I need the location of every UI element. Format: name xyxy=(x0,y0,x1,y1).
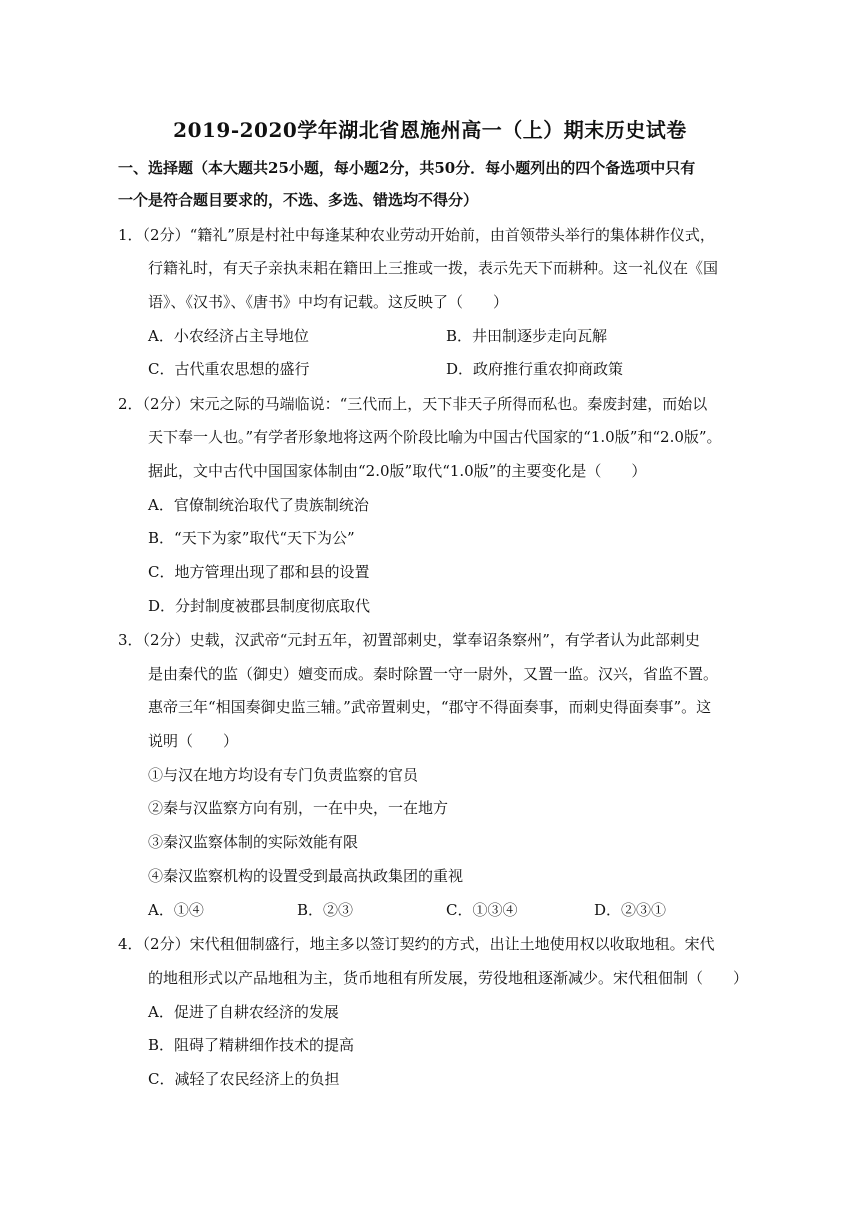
exam-title: 2019-2020学年湖北省恩施州高一（上）期末历史试卷 xyxy=(173,118,687,142)
section-heading-line-2: 一个是符合题目要求的，不选、多选、错选均不得分） xyxy=(118,191,479,209)
q1-option-b: B．井田制逐步走向瓦解 xyxy=(446,327,608,345)
q2-option-c: C．地方管理出现了郡和县的设置 xyxy=(148,563,370,581)
q2-stem-line-3: 据此，文中古代中国国家体制由“2.0版”取代“1.0版”的主要变化是（ ） xyxy=(148,462,647,480)
q3-stem-line-2: 是由秦代的监（御史）嬗变而成。秦时除置一守一尉外，又置一监。汉兴，省监不置。 xyxy=(148,665,719,683)
q4-option-a: A．促进了自耕农经济的发展 xyxy=(148,1003,339,1021)
q2-stem-line-2: 天下奉一人也。”有学者形象地将这两个阶段比喻为中国古代国家的“1.0版”和“2.0版”。 xyxy=(148,428,722,446)
q1-option-d: D．政府推行重农抑商政策 xyxy=(446,360,624,378)
q1-stem-line-1: 1．（2分）“籍礼”原是村社中每逢某种农业劳动开始前，由首领带头举行的集体耕作仪式， xyxy=(118,226,715,244)
q3-option-b: B．②③ xyxy=(297,901,354,919)
q1-stem-line-2: 行籍礼时，有天子亲执耒耜在籍田上三推或一拨，表示先天下而耕种。这一礼仪在《国 xyxy=(148,259,719,277)
q1-option-a: A．小农经济占主导地位 xyxy=(148,327,309,345)
section-heading-line-1: 一、选择题（本大题共25小题，每小题2分，共50分．每小题列出的四个备选项中只有 xyxy=(118,159,696,177)
q3-option-c: C．①③④ xyxy=(446,901,518,919)
q3-statement-2: ②秦与汉监察方向有别，一在中央，一在地方 xyxy=(148,799,449,817)
q4-option-c: C．减轻了农民经济上的负担 xyxy=(148,1070,340,1088)
q2-option-b: B．“天下为家”取代“天下为公” xyxy=(148,529,355,547)
q4-stem-line-1: 4．（2分）宋代租佃制盛行，地主多以签订契约的方式，出让土地使用权以收取地租。宋代 xyxy=(118,935,715,953)
q3-statement-4: ④秦汉监察机构的设置受到最高执政集团的重视 xyxy=(148,867,464,885)
q2-option-a: A．官僚制统治取代了贵族制统治 xyxy=(148,496,369,514)
q3-stem-line-4: 说明（ ） xyxy=(148,732,239,750)
q3-option-a: A．①④ xyxy=(148,901,204,919)
q1-stem-line-3: 语》、《汉书》、《唐书》中均有记载。这反映了（ ） xyxy=(148,293,509,311)
q3-statement-3: ③秦汉监察体制的实际效能有限 xyxy=(148,833,359,851)
q4-option-b: B．阻碍了精耕细作技术的提高 xyxy=(148,1036,355,1054)
q1-option-c: C．古代重农思想的盛行 xyxy=(148,360,310,378)
q4-stem-line-2: 的地租形式以产品地租为主，货币地租有所发展，劳役地租逐渐减少。宋代租佃制（ ） xyxy=(148,969,749,987)
q3-statement-1: ①与汉在地方均设有专门负责监察的官员 xyxy=(148,766,419,784)
q2-option-d: D．分封制度被郡县制度彻底取代 xyxy=(148,597,371,615)
q3-option-d: D．②③① xyxy=(594,901,667,919)
q2-stem-line-1: 2．（2分）宋元之际的马端临说：“三代而上，天下非天子所得而私也。秦废封建，而始以 xyxy=(118,395,708,413)
q3-stem-line-1: 3．（2分）史载，汉武帝“元封五年，初置部刺史，掌奉诏条察州”，有学者认为此部刺史 xyxy=(118,631,700,649)
q3-stem-line-3: 惠帝三年“相国奏御史监三辅。”武帝置刺史，“郡守不得面奏事，而刺史得面奏事”。这 xyxy=(148,698,712,716)
